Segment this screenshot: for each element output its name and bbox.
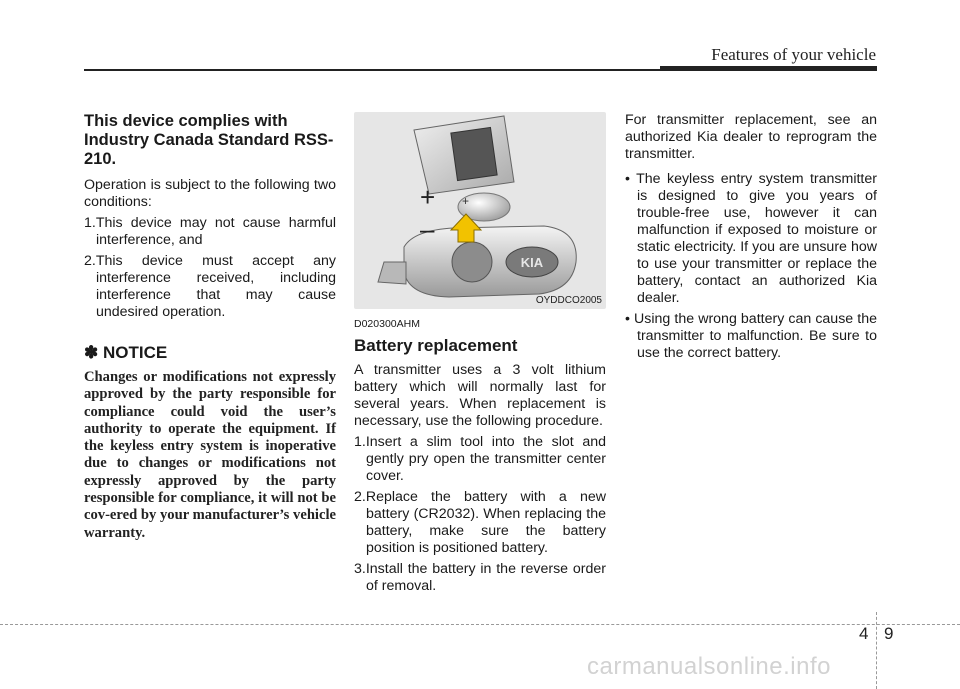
chapter-number: 4 [859,624,869,643]
kia-logo-text: KIA [520,255,544,270]
list-item: 3.Install the battery in the reverse order of removal. [354,561,606,594]
notice-body: Changes or modifications not expressly approved by the party responsible for compliance could void the user’s authority to operate the equipment. If the keyless entry system is inoperative due to changes or modifications not expressly approved by the party responsible for compliance, it will not be cov-ered by your manufacturer’s vehicle warranty. [84,369,336,541]
replacement-note: For transmitter replacement, see an authorized Kia dealer to reprogram the transmitter. [625,112,877,162]
watermark: carmanualsonline.info [587,653,831,680]
header-rule-accent [660,66,877,71]
list-item: • Using the wrong battery can cause the transmitter to malfunction. Be sure to use the correct battery. [625,311,877,361]
cover-label-plate [451,127,497,180]
list-item: • The keyless entry system transmitter is designed to give you years of trouble-free use, however it can malfunction if exposed to moisture or static electricity. If you are unsure how to use your transmitter or replace the battery, contact an authorized Kia dealer. [625,171,877,306]
figure-code: OYDDCO2005 [535,295,602,306]
running-header-title: Features of your vehicle [711,45,876,64]
caution-bullets [625,171,877,362]
column-middle [354,112,606,599]
page-number: 9 [884,624,894,643]
notice-heading [84,343,336,363]
plus-symbol: + [420,182,436,212]
list-item: 2.Replace the battery with a new battery (CR2032). When replacing the battery, make sure the battery position is positioned battery. [354,489,606,556]
battery-figure [354,112,606,309]
battery-intro: A transmitter uses a 3 volt lithium battery which will normally last for several years. When replacement is necessary, use the following procedure. [354,362,606,429]
compliance-conditions-list [84,215,336,321]
key-blade-housing [378,262,406,284]
column-right [625,112,877,366]
coin-plus-mark: + [462,194,470,208]
replacement-steps-list [354,434,606,595]
compliance-intro: Operation is subject to the following two conditions: [84,177,336,210]
list-item: 2.This device must accept any interference received, including interference that may cause undesired operation. [84,253,336,320]
footer-rule [0,624,960,625]
transmitter-battery-illustration [354,112,606,309]
section-code: D020300AHM [354,318,420,330]
column-left [84,112,336,542]
compliance-heading: This device complies with Industry Canada Standard RSS-210. [84,112,334,168]
notice-star-icon: ✽ [84,343,99,362]
section-title: Battery replacement [354,336,518,355]
minus-symbol: – [420,214,435,244]
list-item: 1.Insert a slim tool into the slot and gently pry open the transmitter center cover. [354,434,606,484]
list-item: 1.This device may not cause harmful interference, and [84,215,336,248]
footer-divider [876,612,877,689]
battery-slot [452,242,492,282]
notice-title: NOTICE [102,343,168,362]
